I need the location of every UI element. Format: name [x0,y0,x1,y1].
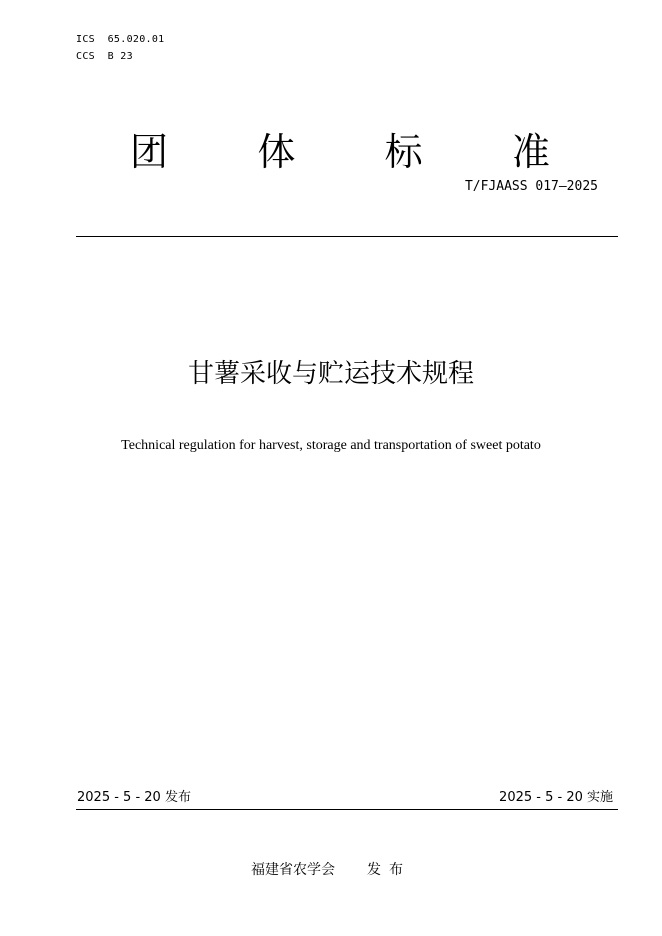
doc-type-char: 标 [384,130,423,174]
publisher-name: 福建省农学会 [251,862,335,878]
implementation-date: 2025 - 5 - 20 实施 [499,790,613,805]
title-chinese: 甘薯采收与贮运技术规程 [187,359,474,389]
doc-type-char: 体 [257,130,296,174]
bottom-divider [76,809,618,810]
publisher-action: 发布 [367,862,411,878]
standard-number: T/FJAASS 017—2025 [464,179,598,194]
ccs-code: CCS B 23 [76,51,133,62]
top-divider [76,236,618,237]
doc-type-char: 团 [130,130,169,174]
issue-date: 2025 - 5 - 20 发布 [77,790,191,805]
document-type-heading [130,126,550,178]
title-english: Technical regulation for harvest, storage and transportation of sweet potato [121,438,541,453]
doc-type-char: 准 [511,130,550,174]
ics-code: ICS 65.020.01 [76,34,165,45]
publisher-line [0,860,662,880]
